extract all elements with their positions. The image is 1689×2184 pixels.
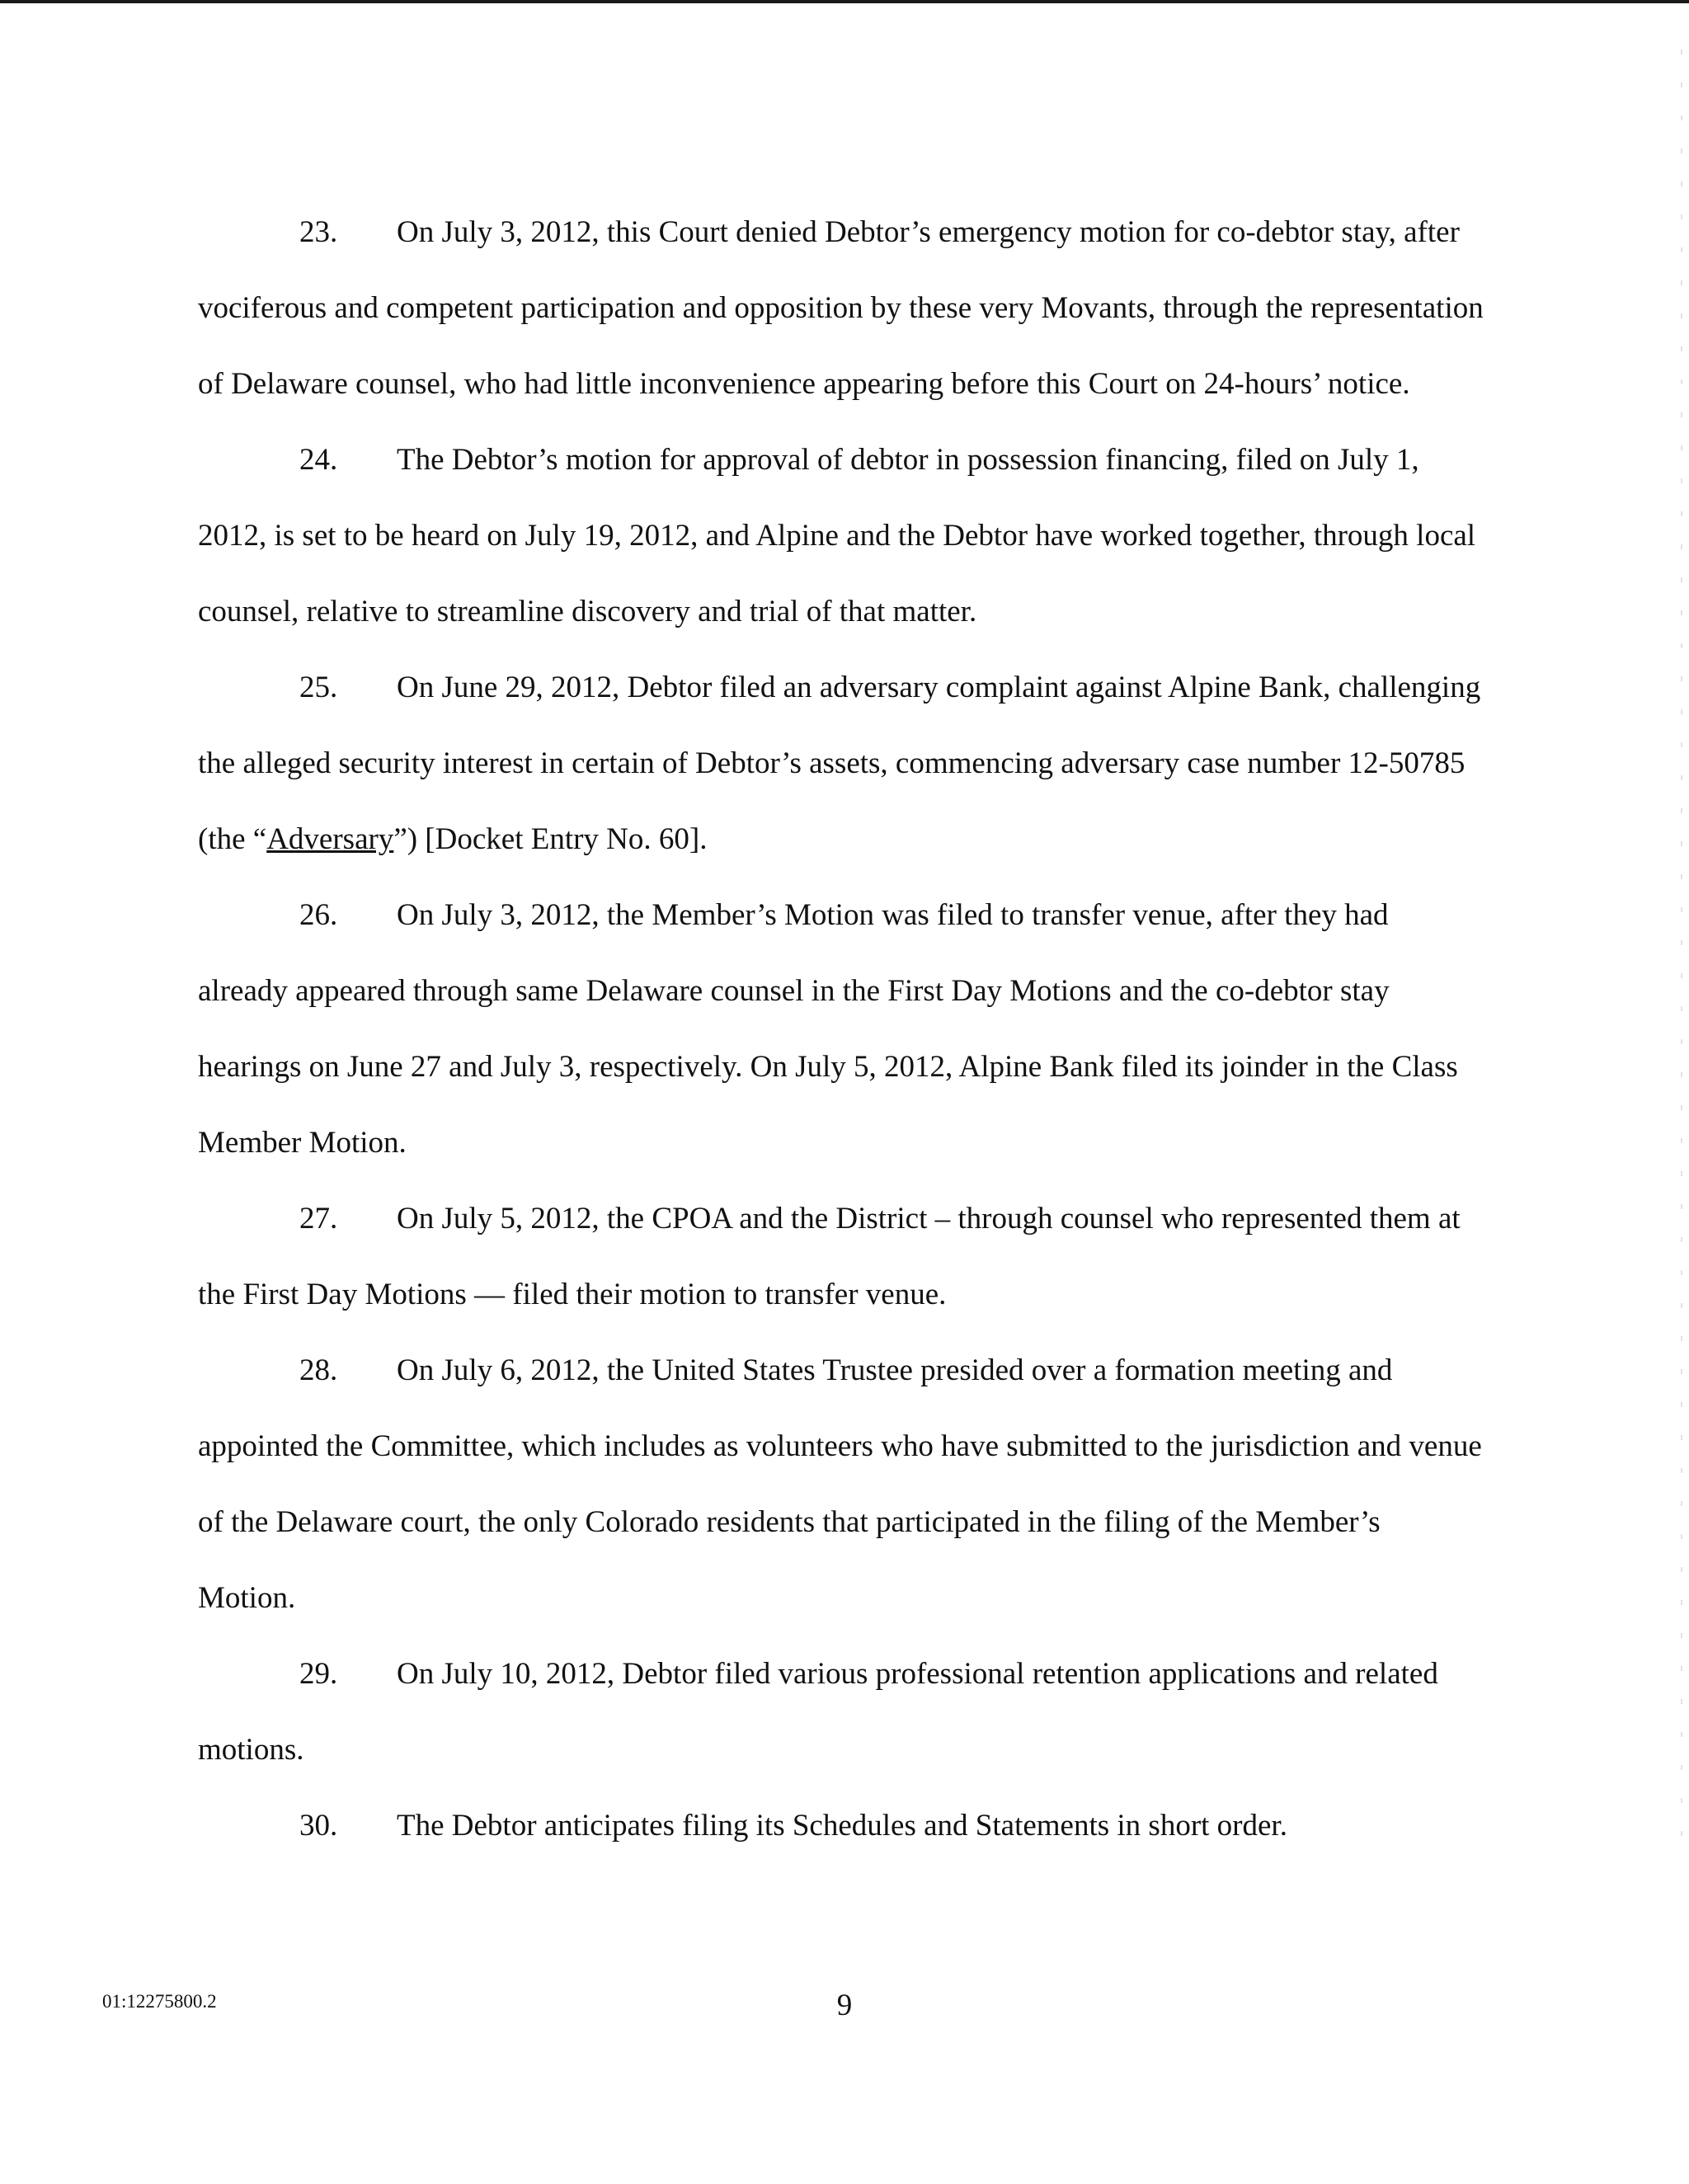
paragraph-number: 28.: [299, 1353, 338, 1387]
paragraph-text: On July 6, 2012, the United States Trustee presided over a formation meeting and appointed the Committee, which includes as volunteers who have submitted to the jurisdiction and venue of the Delaware court, the only Colorado residents that participated in the filing of the Member’s Motion.: [198, 1353, 1482, 1615]
paragraph-27: [198, 1181, 1484, 1333]
paragraph-number: 26.: [299, 898, 338, 932]
paragraph-23: [198, 195, 1484, 422]
paragraph-text: The Debtor anticipates filing its Schedules and Statements in short order.: [397, 1809, 1287, 1843]
paragraph-text: On July 5, 2012, the CPOA and the District – through counsel who represented them at the First Day Motions — filed their motion to transfer venue.: [198, 1202, 1461, 1311]
paragraph-28: [198, 1333, 1484, 1636]
paragraph-text: The Debtor’s motion for approval of debtor in possession financing, filed on July 1, 2012, is set to be heard on July 19, 2012, and Alpine and the Debtor have worked together, through local counsel, relative to streamline discovery and trial of that matter.: [198, 443, 1476, 628]
paragraph-number: 29.: [299, 1657, 338, 1691]
top-scan-border: [0, 0, 1689, 3]
paragraph-30: [198, 1788, 1484, 1864]
paragraph-number: 24.: [299, 443, 338, 477]
paragraph-24: [198, 422, 1484, 650]
defined-term-adversary: Adversary: [266, 822, 394, 856]
paragraph-text: On July 10, 2012, Debtor filed various professional retention applications and related motions.: [198, 1657, 1438, 1767]
document-body: [198, 195, 1484, 1864]
paragraph-number: 27.: [299, 1202, 338, 1236]
paragraph-number: 25.: [299, 671, 338, 704]
paragraph-text: On July 3, 2012, this Court denied Debtor’s emergency motion for co-debtor stay, after vociferous and competent participation and opposition by these very Movants, through the representation of Delaware counsel, who had little inconvenience appearing before this Court on 24-hours’ notice.: [198, 215, 1484, 401]
scan-edge-marks: [1681, 49, 1682, 1864]
paragraph-number: 23.: [299, 215, 338, 249]
page-number: 9: [836, 1989, 853, 2022]
paragraph-number: 30.: [299, 1809, 338, 1843]
document-id: 01:12275800.2: [102, 1991, 217, 2012]
paragraph-26: [198, 878, 1484, 1181]
paragraph-25: [198, 650, 1484, 878]
paragraph-text-end: ”) [Docket Entry No. 60].: [393, 822, 708, 856]
paragraph-text: On July 3, 2012, the Member’s Motion was filed to transfer venue, after they had already appeared through same Delaware counsel in the First Day Motions and the co-debtor stay hearings on June 27 and July 3, respectively. On July 5, 2012, Alpine Bank filed its joinder in the Class Member Motion.: [198, 898, 1458, 1160]
paragraph-29: [198, 1636, 1484, 1788]
paragraph-text: On June 29, 2012, Debtor filed an adversary complaint against Alpine Bank, challenging the alleged security interest in certain of Debtor’s assets, commencing adversary case number 12-50785 (the “: [198, 671, 1481, 856]
